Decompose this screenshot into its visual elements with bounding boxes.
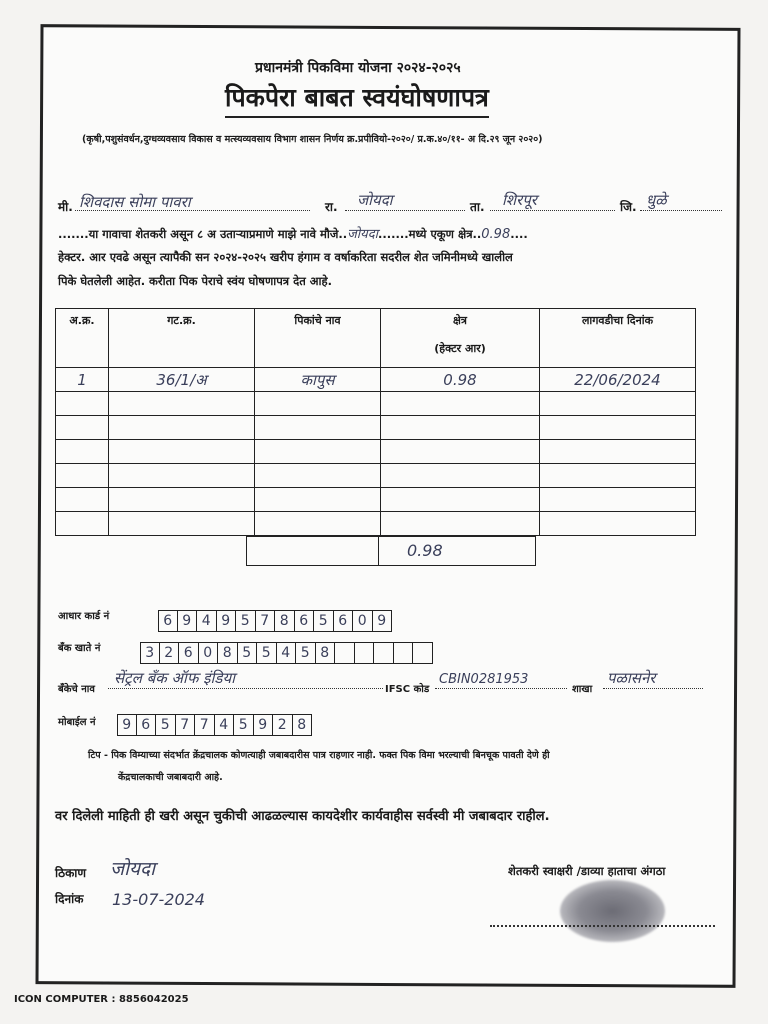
- account-label: बँक खाते नं: [58, 643, 101, 654]
- note-line-2: केंद्रचालकाची जबाबदारी आहे.: [118, 772, 223, 783]
- taluka-field: [490, 190, 615, 211]
- aadhaar-digit-box: 9: [217, 610, 237, 632]
- branch-label: शाखा: [572, 684, 593, 695]
- mobile-digit-box: 4: [215, 714, 235, 736]
- aadhaar-label: आधार कार्ड नं: [58, 611, 110, 622]
- table-row: [56, 464, 696, 488]
- ta-label: ता.: [470, 200, 485, 214]
- aadhaar-number: [158, 610, 392, 632]
- bank-name-value: सेंट्रल बँक ऑफ इंडिया: [114, 669, 236, 687]
- signature-line: [490, 925, 715, 927]
- vendor-stamp: ICON COMPUTER : 8856042025: [14, 994, 189, 1005]
- cell-gat: 36/1/अ: [109, 368, 255, 392]
- mobile-digit-box: 5: [156, 714, 176, 736]
- mobile-number: [117, 714, 312, 736]
- account-digit-box: [394, 642, 414, 664]
- mi-label: मी.: [58, 200, 73, 214]
- responsibility-statement: वर दिलेली माहिती ही खरी असून चुकीची आढळल्यास कायदेशीर कार्यवाहीस सर्वस्वी मी जबाबदार राहील.: [55, 809, 550, 824]
- date-value: 13-07-2024: [112, 890, 205, 909]
- aadhaar-digit-box: 5: [236, 610, 256, 632]
- mobile-digit-box: 6: [137, 714, 157, 736]
- aadhaar-digit-box: 6: [295, 610, 315, 632]
- district-value: धुळे: [646, 191, 667, 209]
- cell-area: 0.98: [381, 368, 540, 392]
- place-label: ठिकाण: [55, 866, 87, 880]
- line2-text-a: .......या गावाचा शेतकरी असून ८ अ उताऱ्याप्रमाणे माझे नावे मौजे..: [58, 227, 348, 241]
- ifsc-value: CBIN0281953: [439, 672, 529, 687]
- aadhaar-digit-box: 4: [197, 610, 217, 632]
- account-number: [140, 642, 433, 664]
- mobile-digit-box: 9: [254, 714, 274, 736]
- declaration-line-4: पिके घेतलेली आहेत. करीता पिक पेराचे स्वंय घोषणापत्र देत आहे.: [58, 274, 333, 288]
- date-label: दिनांक: [55, 892, 84, 906]
- account-digit-box: [335, 642, 355, 664]
- reference-line: (कृषी,पशुसंवर्धन,दुग्धव्यवसाय विकास व मत्स्यव्यवसाय विभाग शासन निर्णय क्र.प्रपीवियो-२०२०/ प्र.क.४०/११- अ दि.२९ जून २०२०): [82, 134, 543, 145]
- name-field: [75, 192, 310, 211]
- aadhaar-digit-box: 0: [353, 610, 373, 632]
- bank-name-field: [108, 668, 383, 689]
- account-digit-box: [355, 642, 375, 664]
- branch-value: पळासनेर: [607, 669, 656, 687]
- aadhaar-digit-box: 7: [256, 610, 276, 632]
- page-title: पिकपेरा बाबत स्वयंघोषणापत्र: [225, 80, 489, 118]
- ifsc-field: [435, 668, 567, 689]
- account-digit-box: 5: [238, 642, 258, 664]
- scheme-title: प्रधानमंत्री पिकविमा योजना २०२४-२०२५: [255, 60, 461, 76]
- aadhaar-digit-box: 6: [158, 610, 178, 632]
- area-header-text: क्षेत्र: [453, 314, 467, 327]
- aadhaar-digit-box: 6: [334, 610, 354, 632]
- account-digit-box: 8: [316, 642, 336, 664]
- total-area-value: 0.98: [481, 227, 511, 242]
- table-row: [56, 512, 696, 536]
- ji-label: जि.: [620, 200, 637, 214]
- aadhaar-digit-box: 8: [275, 610, 295, 632]
- account-digit-box: 6: [179, 642, 199, 664]
- mobile-digit-box: 5: [234, 714, 254, 736]
- taluka-value: शिरपूर: [502, 191, 537, 209]
- account-digit-box: 8: [218, 642, 238, 664]
- line2-text-b: .......मध्ये एकूण क्षेत्र..: [377, 227, 482, 241]
- area-unit: (हेक्टर आर): [434, 342, 486, 355]
- total-row: [246, 536, 536, 566]
- cell-date: 22/06/2024: [540, 368, 696, 392]
- mobile-label: मोबाईल नं: [58, 717, 96, 728]
- account-digit-box: [374, 642, 394, 664]
- cell-sr: 1: [56, 368, 109, 392]
- table-row: [56, 416, 696, 440]
- place-value: जोयदा: [110, 858, 156, 880]
- mobile-digit-box: 9: [117, 714, 137, 736]
- bank-name-label: बँकेचे नाव: [58, 684, 95, 695]
- account-digit-box: 0: [199, 642, 219, 664]
- thumbprint: [560, 880, 665, 942]
- mobile-digit-box: 7: [195, 714, 215, 736]
- aadhaar-digit-box: 5: [314, 610, 334, 632]
- account-digit-box: 5: [257, 642, 277, 664]
- col-header-area: [381, 309, 540, 368]
- account-digit-box: 5: [296, 642, 316, 664]
- table-row: [56, 440, 696, 464]
- village-field: [345, 190, 465, 211]
- signature-label: शेतकरी स्वाक्षरी /डाव्या हाताचा अंगठा: [508, 864, 666, 878]
- table-row: [56, 488, 696, 512]
- col-header-date: लागवडीचा दिनांक: [540, 309, 696, 368]
- account-digit-box: 2: [160, 642, 180, 664]
- district-field: [640, 190, 722, 211]
- table-row: [56, 392, 696, 416]
- ifsc-label: IFSC कोड: [385, 684, 430, 695]
- mobile-digit-box: 2: [273, 714, 293, 736]
- account-digit-box: 4: [277, 642, 297, 664]
- branch-field: [603, 668, 703, 689]
- mobile-digit-box: 8: [293, 714, 313, 736]
- col-header-gat: गट.क्र.: [109, 309, 255, 368]
- declaration-line-3: हेक्टर. आर एवढे असून त्यापैकी सन २०२४-२०२५ खरीप हंगाम व वर्षाकरिता सदरील शेत जमिनीमध्ये खालील: [58, 250, 513, 264]
- table-row: [56, 368, 696, 392]
- account-digit-box: [413, 642, 433, 664]
- village-value: जोयदा: [357, 191, 393, 209]
- mobile-digit-box: 7: [176, 714, 196, 736]
- farmer-name: शिवदास सोमा पावरा: [79, 193, 191, 211]
- account-digit-box: 3: [140, 642, 160, 664]
- aadhaar-digit-box: 9: [178, 610, 198, 632]
- cell-crop: कापुस: [255, 368, 381, 392]
- col-header-crop: पिकांचे नाव: [255, 309, 381, 368]
- declaration-line-2: .......या गावाचा शेतकरी असून ८ अ उताऱ्याप्रमाणे माझे नावे मौजे..जोयदा.......मध्ये एकूण क्षेत्र..0.98....: [58, 227, 528, 242]
- crop-table: [55, 308, 696, 536]
- aadhaar-digit-box: 9: [373, 610, 393, 632]
- note-line-1: टिप - पिक विम्याच्या संदर्भात क्रेंद्रचालक कोणत्याही जबाबदारीस पात्र राहणार नाही. फक्त पिक विमा भरल्याची बिनचूक पावती देणे ही: [88, 750, 550, 761]
- mauje-value: जोयदा: [347, 227, 378, 242]
- ra-label: रा.: [325, 200, 338, 214]
- table-header-row: [56, 309, 696, 368]
- col-header-sr: अ.क्र.: [56, 309, 109, 368]
- total-area: 0.98: [407, 541, 443, 560]
